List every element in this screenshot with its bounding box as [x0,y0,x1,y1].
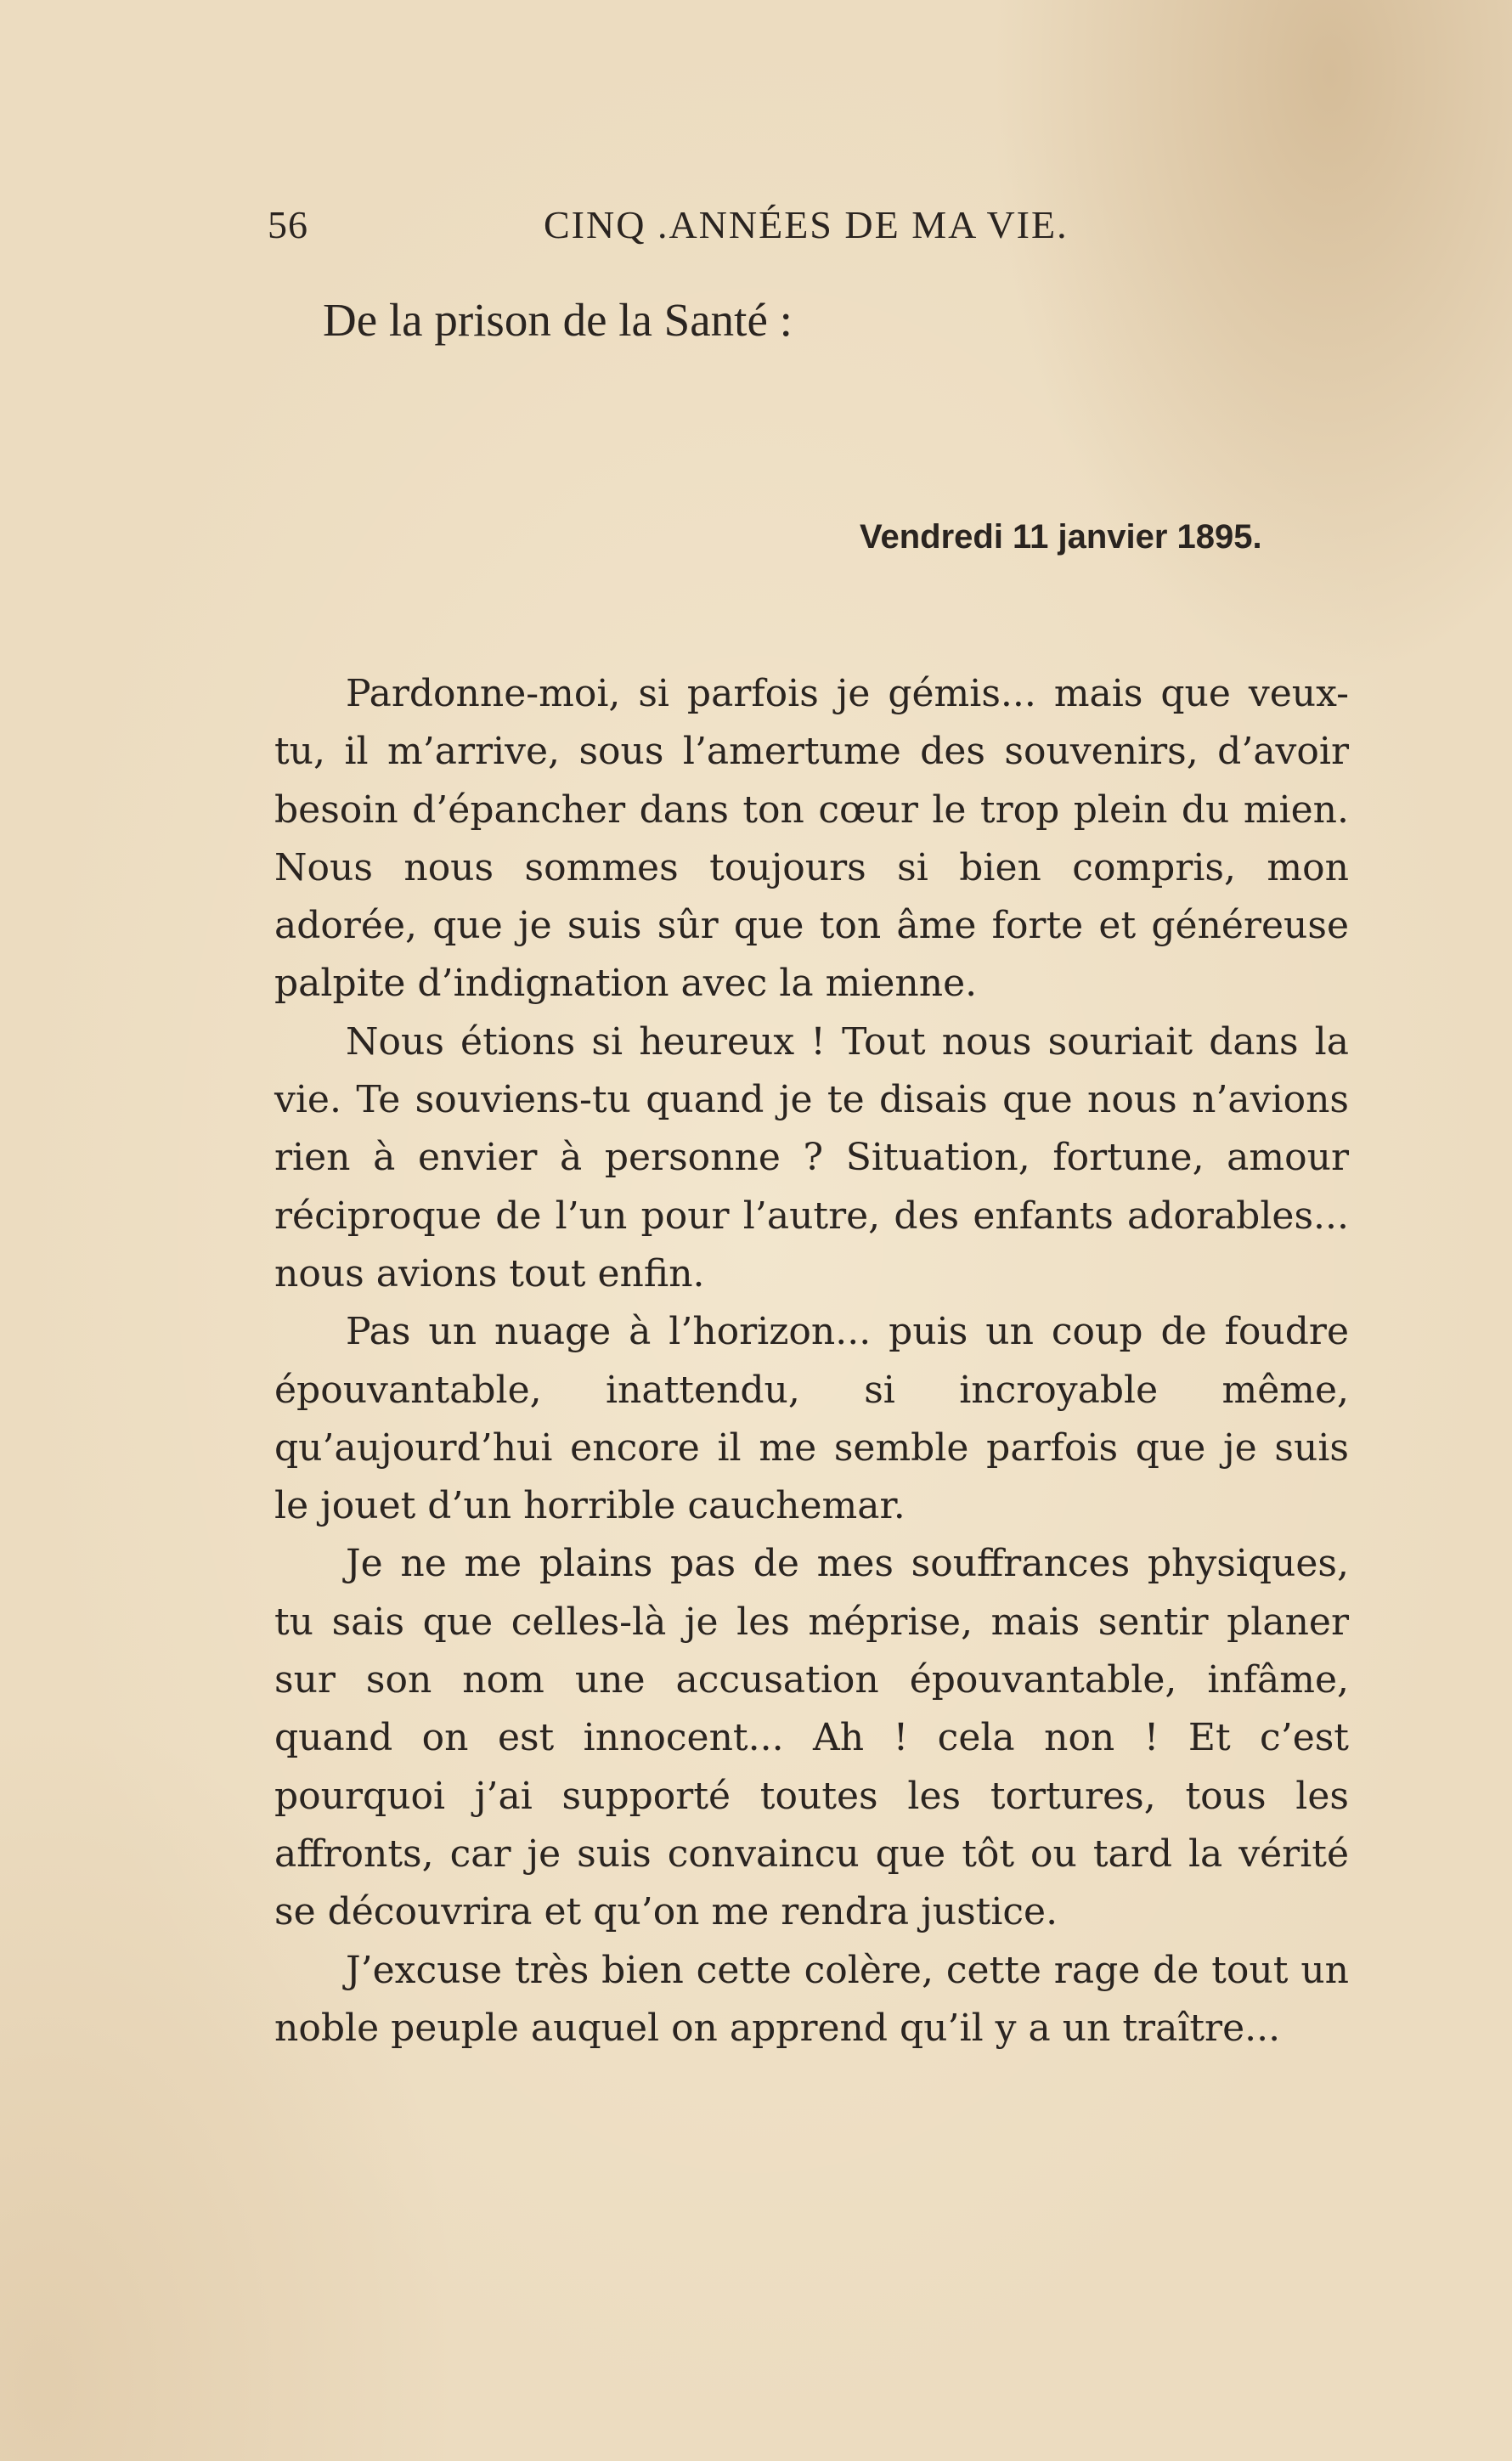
paragraph: J’excuse très bien cette colère, cette rage de tout un noble peuple auquel on apprend qu’il y a un traître... [274,1948,1349,2050]
running-title: CINQ .ANNÉES DE MA VIE. [544,203,1069,246]
letter-body [274,665,1349,2057]
paragraph: Nous étions si heureux ! Tout nous souriait dans la vie. Te souviens-tu quand je te disais que nous n’avions rien à envier à personne ? Situation, fortune, amour réciproque de l’un pour l’autre, des enfants adorables... nous avions tout enfin. [274,1019,1349,1295]
letter-dateline: Vendredi 11 janvier 1895. [860,518,1262,556]
running-head [268,202,1117,262]
paragraph: Pas un nuage à l’horizon... puis un coup de foudre épouvantable, inattendu, si incroyable même, qu’aujourd’hui encore il me semble parfois que je suis le jouet d’un horrible cauchemar. [274,1310,1349,1528]
paragraph: Je ne me plains pas de mes souffrances physiques, tu sais que celles-là je les méprise, mais sentir planer sur son nom une accusation épouvantable, infâme, quand on est innocent... Ah ! cela non ! Et c’est pourquoi j’ai supporté toutes les tortures, tous les affronts, car je suis convaincu que tôt ou tard la vérité se découvrira et qu’on me rendra justice. [274,1542,1349,1934]
page-number: 56 [268,203,308,246]
paragraph: Pardonne-moi, si parfois je gémis... mais que veux-tu, il m’arrive, sous l’amertume des souvenirs, d’avoir besoin d’épancher dans ton cœur le trop plein du mien. Nous nous sommes toujours si bien compris, mon adorée, que je suis sûr que ton âme forte et généreuse palpite d’indignation avec la mienne. [274,672,1349,1006]
letter-heading: De la prison de la Santé : [323,294,793,346]
